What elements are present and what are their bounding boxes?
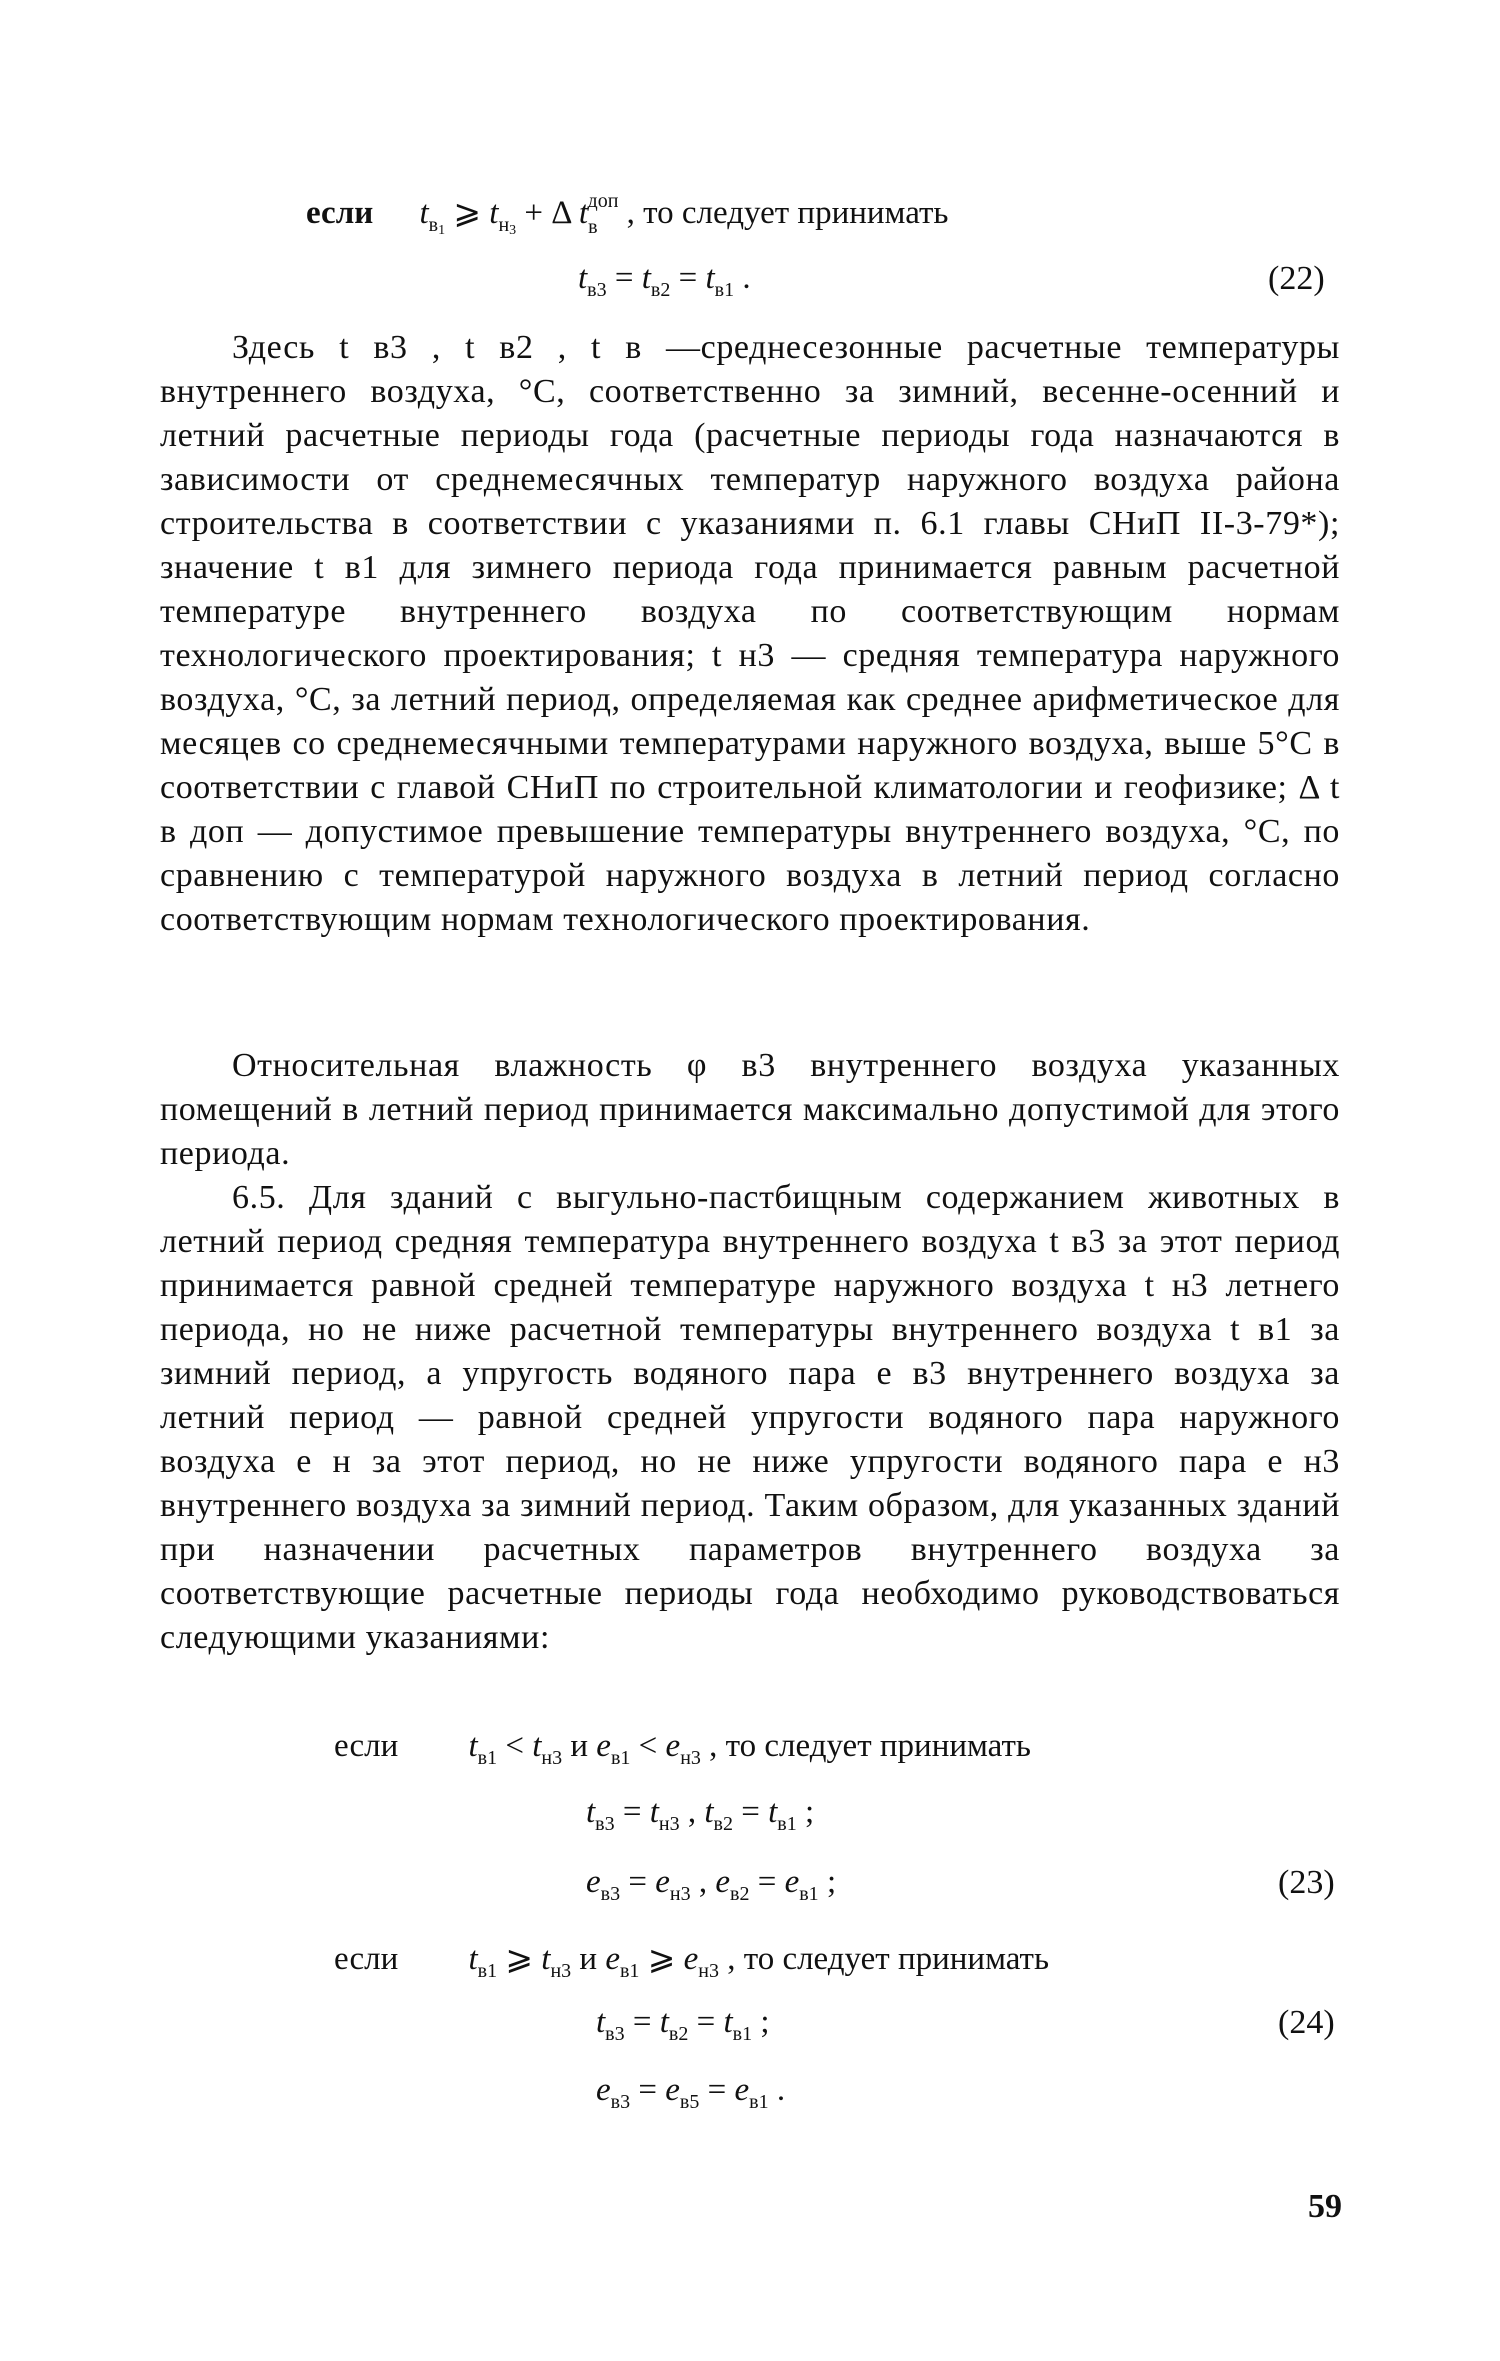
paragraph-section-6-5: 6.5. Для зданий с выгульно-пастбищным содержанием животных в летний период средняя температура внутреннего воздуха t в3 за этот период принимается равной средней температуре наружного воздуха t н3 летнего периода, но не ниже расчетной температуры внутреннего воздуха t в1 за зимний период, а упругость водяного пара e в3 внутреннего воздуха за летний период — равной средней упругости водяного пара наружного воздуха e н за этот период, но не ниже упругости водяного пара e н3 внутреннего воздуха за зимний период. Таким образом, для указанных зданий при назначении расчетных параметров внутреннего воздуха за соответствующие расчетные периоды года необходимо руководствоваться следующими указаниями: xyxy=(160,1179,1340,1656)
formula-23-line2: $e_{в3} = e_{н3}$ , $e_{в2} = e_{в1}$ ; xyxy=(586,1864,837,1905)
formula-23-condition xyxy=(334,1728,1031,1770)
formula-24-number: (24) xyxy=(1278,2004,1335,2041)
page-number: 59 xyxy=(1308,2188,1342,2225)
formula-24-line1: $t_{в3} = t_{в2} = t_{в1}$ ; xyxy=(596,2004,770,2045)
formula-23-number: (23) xyxy=(1278,1864,1335,1901)
formula-22-number: (22) xyxy=(1268,260,1325,297)
formula-22-result: $t_{в3} = t_{в2} = t_{в1}$ . xyxy=(578,260,751,301)
formula-22-condition-tail: , то следует принимать xyxy=(626,195,949,231)
formula-23-line1: $t_{в3} = t_{н3}$ , $t_{в2} = t_{в1}$ ; xyxy=(586,1794,815,1835)
formula-22-if-word: если xyxy=(306,195,374,231)
paragraph-definitions: Здесь t в3 , t в2 , t в —среднесезонные расчетные температуры внутреннего воздуха, °С, соответственно за зимний, весенне-осенний и летний расчетные периоды года (расчетные периоды года назначаются в зависимости от среднемесячных температур наружного воздуха района строительства в соответствии с указаниями п. 6.1 главы СНиП II-3-79*); значение t в1 для зимнего периода года принимается равным расчетной температуре внутреннего воздуха по соответствующим нормам технологического проектирования; t н3 — средняя температура наружного воздуха, °С, за летний период, определяемая как среднее арифметическое для месяцев со среднемесячными температурами наружного воздуха, выше 5°С в соответствии с главой СНиП по строительной климатологии и геофизике; Δ t в доп — допустимое превышение температуры внутреннего воздуха, °С, по сравнению с температурой наружного воздуха в летний период согласно соответствующим нормам технологического проектирования. xyxy=(160,329,1340,938)
formula-24-condition-tail: , то следует принимать xyxy=(727,1941,1050,1977)
formula-22-condition-expression: $t_{в_1}$ ⩾ $t_{н_3} + \Delta$ $t_в^{доп}$ xyxy=(419,190,619,238)
formula-23-condition-tail: , то следует принимать xyxy=(709,1728,1031,1764)
formula-22-condition xyxy=(306,190,948,239)
formula-23-condition-expression: $t_{в1} < t_{н3}$ и $e_{в1} < e_{н3}$ xyxy=(468,1728,701,1769)
formula-24-line2: $e_{в3} = e_{в5} = e_{в1}$ . xyxy=(596,2072,786,2113)
paragraph-humidity: Относительная влажность φ в3 внутреннего воздуха указанных помещений в летний период принимается максимально допустимой для этого периода. xyxy=(160,1047,1340,1172)
formula-24-condition-expression: $t_{в1}$ ⩾ $t_{н3}$ и $e_{в1}$ ⩾ $e_{н3}$ xyxy=(468,1941,719,1982)
formula-24-if-word: если xyxy=(334,1941,399,1977)
formula-23-if-word: если xyxy=(334,1728,399,1764)
formula-24-condition xyxy=(334,1938,1049,1983)
